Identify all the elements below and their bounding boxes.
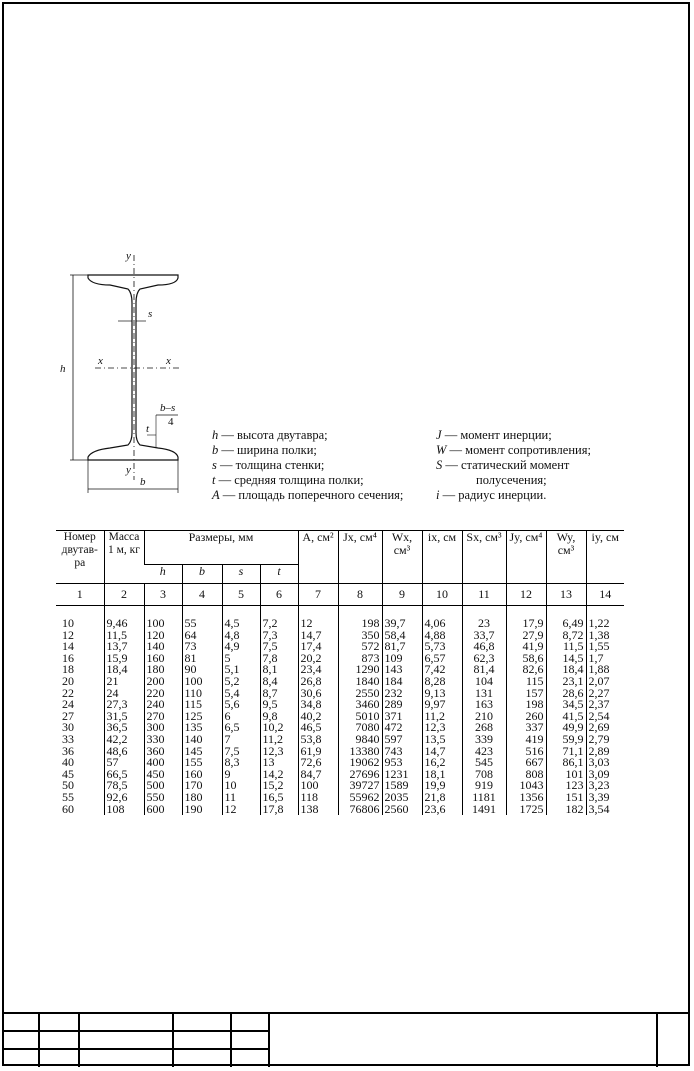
column-number: 13	[546, 584, 586, 606]
header-mass: Масса 1 м, кг	[104, 531, 144, 584]
column-number: 7	[298, 584, 338, 606]
table-cell: 49,9	[546, 722, 586, 734]
table-cell: 45	[62, 766, 74, 781]
table-cell: 170	[182, 780, 222, 792]
table-cell: 2,27	[586, 688, 624, 700]
table-cell: 5010	[338, 711, 382, 723]
table-cell: 57	[104, 757, 144, 769]
table-cell: 12	[222, 804, 260, 816]
table-cell: 220	[144, 688, 182, 700]
table-cell: 5,1	[222, 664, 260, 676]
header-Jx: Jx, см⁴	[338, 531, 382, 584]
table-cell: 55	[182, 618, 222, 630]
table-cell: 2,79	[586, 734, 624, 746]
table-cell: 84,7	[298, 769, 338, 781]
column-number: 2	[104, 584, 144, 606]
table-cell: 55	[62, 789, 74, 804]
table-cell: 41,9	[506, 641, 546, 653]
table-cell: 21	[104, 676, 144, 688]
table-cell: 12	[298, 618, 338, 630]
t-dimension-label: t	[146, 423, 150, 435]
table-cell: 8,3	[222, 757, 260, 769]
x-axis-right-label: x	[166, 355, 171, 367]
table-cell: 62,3	[462, 653, 506, 665]
table-cell: 1,55	[586, 641, 624, 653]
table-cell: 516	[506, 746, 546, 758]
table-cell: 42,2	[104, 734, 144, 746]
table-cell: 667	[506, 757, 546, 769]
x-axis-left-label: x	[98, 355, 103, 367]
table-cell: 34,8	[298, 699, 338, 711]
column-number: 5	[222, 584, 260, 606]
table-cell: 81	[182, 653, 222, 665]
table-cell: 7,5	[222, 746, 260, 758]
table-cell: 11,2	[422, 711, 462, 723]
table-cell: 9,8	[260, 711, 298, 723]
table-row	[56, 804, 624, 816]
table-cell: 919	[462, 780, 506, 792]
table-cell: 184	[382, 676, 422, 688]
column-number: 14	[586, 584, 624, 606]
table-cell: 180	[182, 792, 222, 804]
column-number: 9	[382, 584, 422, 606]
table-cell: 100	[144, 618, 182, 630]
table-cell: 17,8	[260, 804, 298, 816]
legend-item: J — момент инерции;	[436, 428, 552, 442]
table-cell: 40	[62, 755, 74, 770]
table-cell: 289	[382, 699, 422, 711]
s-dimension-label: s	[148, 308, 153, 320]
table-cell: 3,09	[586, 769, 624, 781]
legend-item: S — статический момент	[436, 458, 570, 472]
table-cell: 1231	[382, 769, 422, 781]
table-cell: 26,8	[298, 676, 338, 688]
column-number: 8	[338, 584, 382, 606]
table-cell: 9,46	[104, 618, 144, 630]
table-cell: 73	[182, 641, 222, 653]
table-cell: 160	[144, 653, 182, 665]
table-cell: 1043	[506, 780, 546, 792]
table-cell: 16,2	[422, 757, 462, 769]
table-cell: 86,1	[546, 757, 586, 769]
table-cell: 18,4	[104, 664, 144, 676]
legend-item: s — толщина стенки;	[212, 458, 325, 472]
table-cell: 109	[382, 653, 422, 665]
table-cell: 1290	[338, 664, 382, 676]
table-cell: 60	[62, 801, 74, 816]
header-b: b	[182, 565, 222, 584]
table-cell: 423	[462, 746, 506, 758]
table-cell: 339	[462, 734, 506, 746]
table-cell: 7,42	[422, 664, 462, 676]
table-cell: 450	[144, 769, 182, 781]
header-number: Номер двутав- ра	[56, 531, 104, 584]
table-cell: 270	[144, 711, 182, 723]
table-cell: 24	[104, 688, 144, 700]
table-cell: 10	[222, 780, 260, 792]
table-cell: 23,4	[298, 664, 338, 676]
table-cell: 31,5	[104, 711, 144, 723]
table-cell: 3460	[338, 699, 382, 711]
table-cell: 12	[62, 627, 74, 642]
table-cell: 9,97	[422, 699, 462, 711]
table-cell: 28,6	[546, 688, 586, 700]
table-cell: 198	[506, 699, 546, 711]
table-cell: 1,38	[586, 630, 624, 642]
table-cell: 5,6	[222, 699, 260, 711]
table-cell: 182	[546, 804, 586, 816]
table-cell: 14,7	[422, 746, 462, 758]
table-cell: 115	[182, 699, 222, 711]
table-cell: 7	[222, 734, 260, 746]
table-cell: 92,6	[104, 792, 144, 804]
table-cell: 58,4	[382, 630, 422, 642]
table-cell: 11	[222, 792, 260, 804]
table-cell: 125	[182, 711, 222, 723]
table-cell: 17,4	[298, 641, 338, 653]
table-cell: 101	[546, 769, 586, 781]
table-cell: 7080	[338, 722, 382, 734]
h-dimension-label: h	[60, 363, 66, 375]
table-cell: 268	[462, 722, 506, 734]
table-cell: 1589	[382, 780, 422, 792]
table-cell: 2,89	[586, 746, 624, 758]
table-cell: 27,3	[104, 699, 144, 711]
table-cell: 330	[144, 734, 182, 746]
table-cell: 1,7	[586, 653, 624, 665]
table-cell: 14	[62, 639, 74, 654]
table-cell: 350	[338, 630, 382, 642]
table-cell: 41,5	[546, 711, 586, 723]
table-cell: 53,8	[298, 734, 338, 746]
table-cell: 19062	[338, 757, 382, 769]
table-cell: 110	[182, 688, 222, 700]
table-cell: 82,6	[506, 664, 546, 676]
table-cell: 13380	[338, 746, 382, 758]
table-cell: 145	[182, 746, 222, 758]
header-Jy: Jy, см⁴	[506, 531, 546, 584]
table-cell: 2,54	[586, 711, 624, 723]
table-cell: 55962	[338, 792, 382, 804]
table-cell: 808	[506, 769, 546, 781]
table-cell: 7,8	[260, 653, 298, 665]
table-cell: 572	[338, 641, 382, 653]
table-cell: 33,7	[462, 630, 506, 642]
table-cell: 81,7	[382, 641, 422, 653]
table-cell: 600	[144, 804, 182, 816]
table-cell: 4,5	[222, 618, 260, 630]
table-cell: 8,4	[260, 676, 298, 688]
table-cell: 8,28	[422, 676, 462, 688]
table-cell: 16,5	[260, 792, 298, 804]
table-cell: 5	[222, 653, 260, 665]
table-cell: 4,8	[222, 630, 260, 642]
table-cell: 21,8	[422, 792, 462, 804]
table-cell: 8,72	[546, 630, 586, 642]
table-cell: 13,5	[422, 734, 462, 746]
column-number: 12	[506, 584, 546, 606]
table-cell: 36,5	[104, 722, 144, 734]
table-cell: 7,5	[260, 641, 298, 653]
table-cell: 27,9	[506, 630, 546, 642]
table-cell: 371	[382, 711, 422, 723]
table-cell: 14,2	[260, 769, 298, 781]
table-cell: 7,2	[260, 618, 298, 630]
table-cell: 198	[338, 618, 382, 630]
b-dimension-label: b	[140, 476, 146, 488]
table-cell: 81,4	[462, 664, 506, 676]
table-cell: 1,22	[586, 618, 624, 630]
table-cell: 90	[182, 664, 222, 676]
table-cell: 18	[62, 662, 74, 677]
column-number: 1	[56, 584, 104, 606]
table-cell: 160	[182, 769, 222, 781]
table-cell: 20	[62, 673, 74, 688]
legend-right	[436, 428, 591, 503]
table-cell: 6,49	[546, 618, 586, 630]
table-cell: 120	[144, 630, 182, 642]
table-cell: 24	[62, 697, 74, 712]
table-cell: 13,7	[104, 641, 144, 653]
table-cell: 140	[182, 734, 222, 746]
table-cell: 50	[62, 778, 74, 793]
table-cell: 143	[382, 664, 422, 676]
table-cell: 5,2	[222, 676, 260, 688]
table-cell: 157	[506, 688, 546, 700]
i-beam-table	[56, 530, 624, 815]
table-cell: 14,5	[546, 653, 586, 665]
table-cell: 12,3	[422, 722, 462, 734]
legend-item: полусечения;	[476, 473, 547, 487]
table-cell: 9,5	[260, 699, 298, 711]
table-cell: 64	[182, 630, 222, 642]
table-cell: 115	[506, 676, 546, 688]
table-cell: 190	[182, 804, 222, 816]
table-cell: 2,07	[586, 676, 624, 688]
table-cell: 6	[222, 711, 260, 723]
table-cell: 104	[462, 676, 506, 688]
table-cell: 6,5	[222, 722, 260, 734]
table-cell: 30,6	[298, 688, 338, 700]
table-cell: 20,2	[298, 653, 338, 665]
table-cell: 1181	[462, 792, 506, 804]
table-cell: 16	[62, 650, 74, 665]
table-cell: 71,1	[546, 746, 586, 758]
table-cell: 155	[182, 757, 222, 769]
table-cell: 6,57	[422, 653, 462, 665]
table-cell: 11,5	[104, 630, 144, 642]
y-axis-top-label: y	[126, 250, 131, 262]
header-Wx: Wx, см³	[382, 531, 422, 584]
table-cell: 4,9	[222, 641, 260, 653]
table-cell: 59,9	[546, 734, 586, 746]
table-cell: 12,3	[260, 746, 298, 758]
table-cell: 10,2	[260, 722, 298, 734]
table-cell: 23,6	[422, 804, 462, 816]
column-number: 11	[462, 584, 506, 606]
table-cell: 3,03	[586, 757, 624, 769]
table-cell: 15,9	[104, 653, 144, 665]
table-cell: 472	[382, 722, 422, 734]
table-cell: 18,1	[422, 769, 462, 781]
column-number: 6	[260, 584, 298, 606]
table-cell: 33	[62, 731, 74, 746]
table-cell: 1840	[338, 676, 382, 688]
table-cell: 210	[462, 711, 506, 723]
table-cell: 3,54	[586, 804, 624, 816]
legend-item: h — высота двутавра;	[212, 428, 328, 442]
column-number: 3	[144, 584, 182, 606]
table-cell: 118	[298, 792, 338, 804]
y-axis-bottom-label: y	[126, 464, 131, 476]
table-cell: 72,6	[298, 757, 338, 769]
table-cell: 232	[382, 688, 422, 700]
table-cell: 200	[144, 676, 182, 688]
table-cell: 123	[546, 780, 586, 792]
table-cell: 23	[462, 618, 506, 630]
table-cell: 545	[462, 757, 506, 769]
table-cell: 1725	[506, 804, 546, 816]
table-cell: 140	[144, 641, 182, 653]
table-cell: 46,5	[298, 722, 338, 734]
table-cell: 48,6	[104, 746, 144, 758]
legend-item: W — момент сопротивления;	[436, 443, 591, 457]
header-ix: ix, см	[422, 531, 462, 584]
legend-item: A — площадь поперечного сечения;	[212, 488, 404, 502]
table-cell: 7,3	[260, 630, 298, 642]
table-cell: 3,39	[586, 792, 624, 804]
table-cell: 2,37	[586, 699, 624, 711]
table-cell: 58,6	[506, 653, 546, 665]
table-cell: 39727	[338, 780, 382, 792]
table-cell: 8,1	[260, 664, 298, 676]
title-block	[2, 1012, 690, 1067]
table-cell: 138	[298, 804, 338, 816]
table-cell: 30	[62, 720, 74, 735]
b-minus-s-label: b–s	[160, 402, 176, 414]
table-cell: 27	[62, 708, 74, 723]
table-cell: 337	[506, 722, 546, 734]
table-cell: 135	[182, 722, 222, 734]
header-Sx: Sx, см³	[462, 531, 506, 584]
table-cell: 500	[144, 780, 182, 792]
table-cell: 419	[506, 734, 546, 746]
table-cell: 180	[144, 664, 182, 676]
table-cell: 4,88	[422, 630, 462, 642]
denominator-label: 4	[168, 416, 174, 428]
table-cell: 39,7	[382, 618, 422, 630]
table-cell: 3,23	[586, 780, 624, 792]
table-cell: 597	[382, 734, 422, 746]
table-cell: 11,2	[260, 734, 298, 746]
table-cell: 100	[182, 676, 222, 688]
table-cell: 5,73	[422, 641, 462, 653]
legend-item: b — ширина полки;	[212, 443, 317, 457]
table-cell: 743	[382, 746, 422, 758]
table-cell: 9840	[338, 734, 382, 746]
table-cell: 300	[144, 722, 182, 734]
table-cell: 708	[462, 769, 506, 781]
table-cell: 2550	[338, 688, 382, 700]
table-cell: 240	[144, 699, 182, 711]
header-iy: iy, см	[586, 531, 624, 584]
table-cell: 11,5	[546, 641, 586, 653]
table-cell: 76806	[338, 804, 382, 816]
table-cell: 100	[298, 780, 338, 792]
table-cell: 17,9	[506, 618, 546, 630]
table-cell: 10	[62, 616, 74, 630]
table-cell: 1491	[462, 804, 506, 816]
table-cell: 13	[260, 757, 298, 769]
column-number: 4	[182, 584, 222, 606]
table-cell: 1,88	[586, 664, 624, 676]
header-h: h	[144, 565, 182, 584]
table-cell: 23,1	[546, 676, 586, 688]
table-cell: 4,06	[422, 618, 462, 630]
legend-left	[212, 428, 403, 503]
table-cell: 5,4	[222, 688, 260, 700]
legend-item: i — радиус инерции.	[436, 488, 547, 502]
table-cell: 40,2	[298, 711, 338, 723]
table-cell: 66,5	[104, 769, 144, 781]
table-cell: 151	[546, 792, 586, 804]
header-dims: Размеры, мм	[144, 531, 298, 565]
table-cell: 22	[62, 685, 74, 700]
table-cell: 9	[222, 769, 260, 781]
table-cell: 953	[382, 757, 422, 769]
column-number: 10	[422, 584, 462, 606]
i-beam-diagram	[40, 245, 200, 500]
table-cell: 2,69	[586, 722, 624, 734]
table-cell: 260	[506, 711, 546, 723]
table-cell: 1356	[506, 792, 546, 804]
table-cell: 61,9	[298, 746, 338, 758]
legend-item: t — средняя толщина полки;	[212, 473, 364, 487]
table-cell: 9,13	[422, 688, 462, 700]
table-cell: 873	[338, 653, 382, 665]
table-cell: 19,9	[422, 780, 462, 792]
table-cell: 36	[62, 743, 74, 758]
table-cell: 163	[462, 699, 506, 711]
header-t: t	[260, 565, 298, 584]
table-cell: 2560	[382, 804, 422, 816]
table-cell: 8,7	[260, 688, 298, 700]
table-cell: 108	[104, 804, 144, 816]
table-cell: 550	[144, 792, 182, 804]
table-cell: 46,8	[462, 641, 506, 653]
table-cell: 18,4	[546, 664, 586, 676]
table-cell: 34,5	[546, 699, 586, 711]
table-cell: 131	[462, 688, 506, 700]
header-s: s	[222, 565, 260, 584]
table-cell: 400	[144, 757, 182, 769]
table-cell: 360	[144, 746, 182, 758]
table-cell: 78,5	[104, 780, 144, 792]
table-cell: 15,2	[260, 780, 298, 792]
header-A: A, см²	[298, 531, 338, 584]
table-cell: 14,7	[298, 630, 338, 642]
table-cell: 27696	[338, 769, 382, 781]
header-Wy: Wy, см³	[546, 531, 586, 584]
table-cell: 2035	[382, 792, 422, 804]
